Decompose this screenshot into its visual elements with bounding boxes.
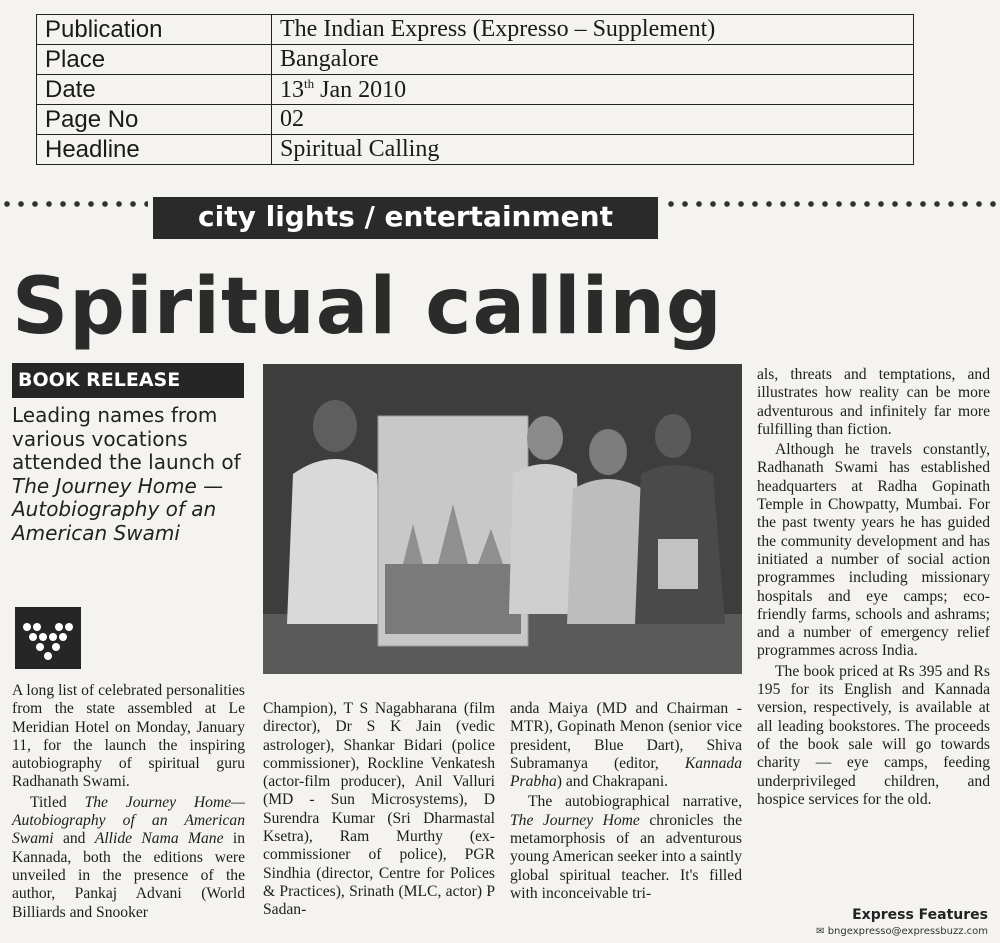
text-run: Titled <box>30 793 85 811</box>
body-column-3 <box>510 700 742 903</box>
byline: Express Features <box>852 907 988 923</box>
book-title-kannada: Allide Nama Mane <box>94 830 224 848</box>
body-paragraph: The book priced at Rs 395 and Rs 195 for its English and Kannada version, respectively, is available at all leading bookstores. The proceeds of the book sale will go towards charity — eye camps, feeding underprivileged children, and hospice services for the old. <box>757 662 990 808</box>
article-deck <box>12 404 252 545</box>
body-paragraph <box>510 793 742 903</box>
body-paragraph: als, threats and temptations, and illustrates how reality can be more adventurous and infinitely far more fulfilling than fiction. <box>757 366 990 438</box>
text-run: The autobiographical narrative, <box>528 793 742 811</box>
express-v-logo-icon <box>15 607 81 669</box>
dotted-rule-left <box>0 200 148 208</box>
body-column-4 <box>757 366 990 809</box>
date-day: 13 <box>280 76 304 103</box>
body-paragraph <box>510 700 742 791</box>
meta-value <box>272 75 914 105</box>
text-run: chronicles the metamorphosis of an adventurous young American seeker into a saintly global spiritual teacher. It's filled with inconceivable tri- <box>510 811 742 902</box>
body-paragraph <box>12 794 245 922</box>
meta-row-publication <box>37 15 914 45</box>
body-column-1 <box>12 682 245 922</box>
book-title: The Journey Home <box>510 811 640 829</box>
date-rest: Jan 2010 <box>314 76 407 103</box>
envelope-icon: ✉ <box>816 926 828 937</box>
book-launch-photo <box>263 364 742 674</box>
kicker-label: BOOK RELEASE <box>12 363 244 398</box>
book-title-english: The Journey Home— Autobiography of an American Swami <box>12 793 245 848</box>
article-headline: Spiritual calling <box>12 262 723 352</box>
meta-row-page <box>37 105 914 135</box>
text-run: in Kannada, both the editions were unveiled in the presence of the author, Pankaj Advani (World Billiards and Snooker <box>12 830 245 921</box>
meta-label: Place <box>37 45 272 75</box>
email-text: bngexpresso@expressbuzz.com <box>827 926 988 937</box>
body-paragraph: Although he travels constantly, Radhanath Swami has established headquarters at Radha Gopinath Temple in Chowpatty, Mumbai. For the past twenty years he has guided the community development and has initiated a number of social action programmes including missionary hospitals and eye camps; eco-friendly farms, schools and ashrams; and a number of emergency relief programmes across India. <box>757 441 990 660</box>
meta-label: Headline <box>37 135 272 165</box>
text-run: ) and Chakrapani. <box>556 773 669 791</box>
publication-title: Kannada Prabha <box>510 754 742 791</box>
meta-label: Page No <box>37 105 272 135</box>
meta-row-headline <box>37 135 914 165</box>
body-paragraph: A long list of celebrated personalities from the state assembled at Le Meridian Hotel on Monday, January 11, for the launch the inspiring autobiography of spiritual guru Radhanath Swami. <box>12 682 245 791</box>
meta-value: 02 <box>272 105 914 135</box>
text-run: and <box>53 830 95 848</box>
deck-book-title: The Journey Home — Autobiography of an American Swami <box>12 473 224 545</box>
contact-email <box>816 926 988 937</box>
meta-value: Bangalore <box>272 45 914 75</box>
clipping-metadata-table <box>36 14 914 165</box>
meta-row-date <box>37 75 914 105</box>
meta-label: Publication <box>37 15 272 45</box>
meta-row-place <box>37 45 914 75</box>
date-suffix: th <box>304 75 315 91</box>
meta-label: Date <box>37 75 272 105</box>
text-run: anda Maiya (MD and Chairman - MTR), Gopinath Menon (senior vice president, Blue Dart), Shiva Subramanya (editor, <box>510 700 742 772</box>
body-paragraph: Champion), T S Nagabharana (film director), Dr S K Jain (vedic astrologer), Shankar Bidari (police commissioner), Rockline Venkatesh (actor-film producer), Anil Valluri (MD - Sun Microsystems), D Surendra Kumar (Sri Dharmastal Ksetra), Ram Murthy (ex-commissioner of police), PGR Sindhia (director, Centre for Polices & Practices), Srinath (MLC, actor) P Sadan- <box>263 700 495 919</box>
deck-lead: Leading names from various vocations attended the launch of <box>12 403 241 474</box>
dotted-rule-right <box>664 200 1000 208</box>
meta-value: The Indian Express (Expresso – Supplement) <box>272 15 914 45</box>
body-column-2 <box>263 700 495 920</box>
meta-value: Spiritual Calling <box>272 135 914 165</box>
section-banner: city lights / entertainment <box>153 197 658 239</box>
